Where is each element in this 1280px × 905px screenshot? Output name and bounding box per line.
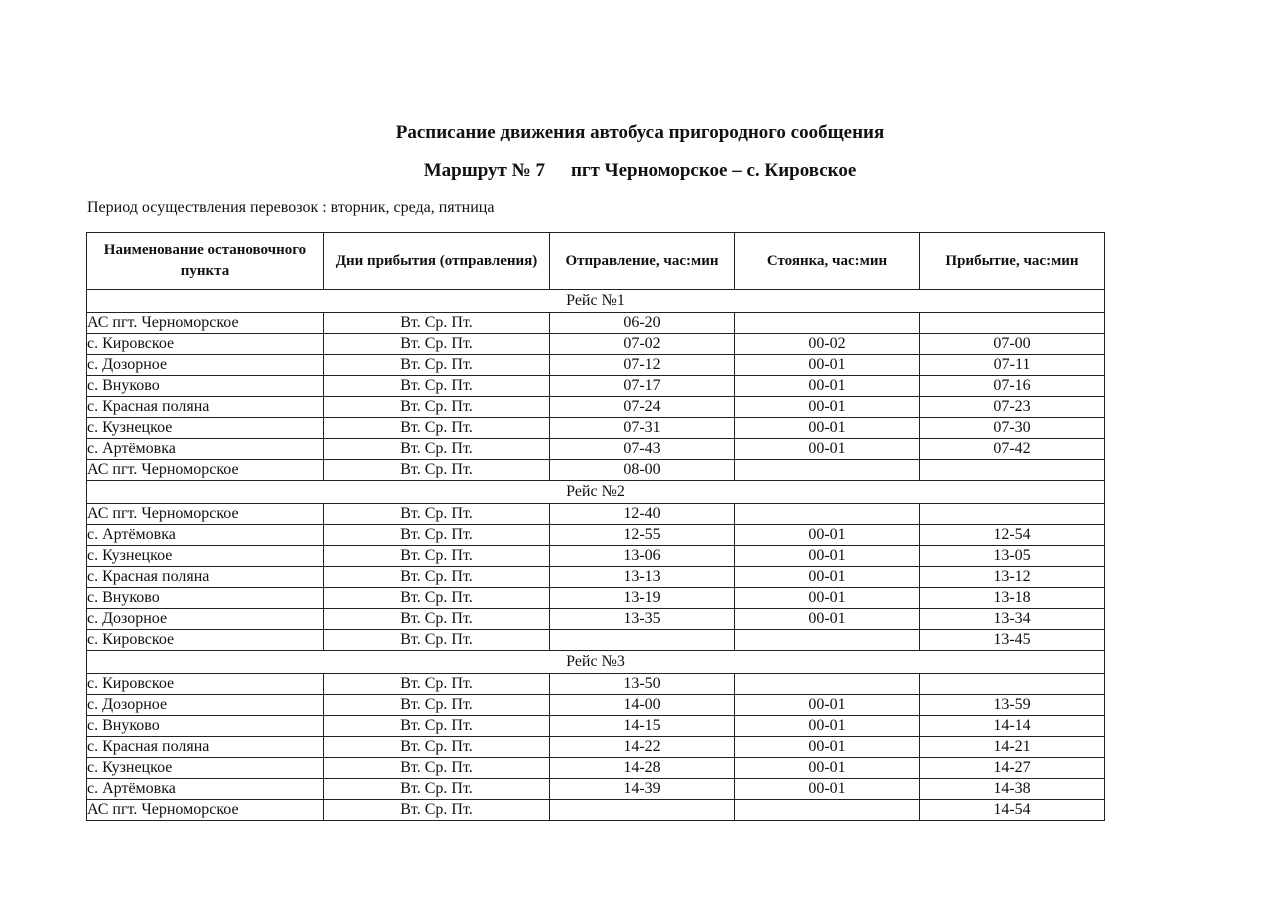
stop-name: с. Внуково [87, 376, 324, 397]
table-row [87, 779, 1105, 800]
header-stop: Наименование остановочного пункта [87, 233, 324, 290]
header-row [87, 233, 1105, 290]
stay-time: 00-01 [735, 546, 920, 567]
departure-time: 14-28 [550, 758, 735, 779]
arrival-time: 13-12 [920, 567, 1105, 588]
days: Вт. Ср. Пт. [324, 567, 550, 588]
departure-time: 07-31 [550, 418, 735, 439]
days: Вт. Ср. Пт. [324, 418, 550, 439]
days: Вт. Ср. Пт. [324, 716, 550, 737]
table-row [87, 800, 1105, 821]
header-departure: Отправление, час:мин [550, 233, 735, 290]
arrival-time: 07-11 [920, 355, 1105, 376]
arrival-time: 13-05 [920, 546, 1105, 567]
arrival-time: 07-42 [920, 439, 1105, 460]
stay-time: 00-01 [735, 779, 920, 800]
days: Вт. Ср. Пт. [324, 695, 550, 716]
trip-header-row [87, 651, 1105, 674]
days: Вт. Ср. Пт. [324, 758, 550, 779]
departure-time: 14-00 [550, 695, 735, 716]
stay-time: 00-01 [735, 716, 920, 737]
table-row [87, 609, 1105, 630]
arrival-time: 12-54 [920, 525, 1105, 546]
table-row [87, 313, 1105, 334]
stop-name: с. Кировское [87, 630, 324, 651]
days: Вт. Ср. Пт. [324, 397, 550, 418]
departure-time: 14-22 [550, 737, 735, 758]
stay-time [735, 630, 920, 651]
arrival-time: 07-30 [920, 418, 1105, 439]
stay-time: 00-01 [735, 376, 920, 397]
days: Вт. Ср. Пт. [324, 800, 550, 821]
stay-time: 00-01 [735, 397, 920, 418]
table-row [87, 355, 1105, 376]
table-row [87, 376, 1105, 397]
stop-name: с. Дозорное [87, 355, 324, 376]
stay-time [735, 674, 920, 695]
trip-header-row [87, 290, 1105, 313]
schedule-table [86, 232, 1105, 821]
stay-time: 00-02 [735, 334, 920, 355]
stop-name: с. Артёмовка [87, 525, 324, 546]
stop-name: АС пгт. Черноморское [87, 313, 324, 334]
arrival-time [920, 313, 1105, 334]
stop-name: с. Дозорное [87, 609, 324, 630]
days: Вт. Ср. Пт. [324, 588, 550, 609]
stay-time: 00-01 [735, 737, 920, 758]
arrival-time: 07-00 [920, 334, 1105, 355]
departure-time: 12-55 [550, 525, 735, 546]
stop-name: с. Кировское [87, 334, 324, 355]
arrival-time: 07-23 [920, 397, 1105, 418]
departure-time: 14-39 [550, 779, 735, 800]
arrival-time: 14-21 [920, 737, 1105, 758]
schedule-body [87, 290, 1105, 821]
stop-name: с. Красная поляна [87, 737, 324, 758]
stay-time: 00-01 [735, 695, 920, 716]
days: Вт. Ср. Пт. [324, 546, 550, 567]
arrival-time: 13-45 [920, 630, 1105, 651]
days: Вт. Ср. Пт. [324, 355, 550, 376]
route-heading [0, 160, 1280, 182]
stop-name: с. Красная поляна [87, 567, 324, 588]
departure-time [550, 800, 735, 821]
arrival-time: 13-18 [920, 588, 1105, 609]
stay-time [735, 313, 920, 334]
days: Вт. Ср. Пт. [324, 439, 550, 460]
days: Вт. Ср. Пт. [324, 779, 550, 800]
departure-time: 07-17 [550, 376, 735, 397]
table-row [87, 567, 1105, 588]
header-arrival: Прибытие, час:мин [920, 233, 1105, 290]
departure-time: 07-12 [550, 355, 735, 376]
document-title: Расписание движения автобуса пригородного сообщения [395, 122, 885, 143]
header-days: Дни прибытия (отправления) [324, 233, 550, 290]
arrival-time: 07-16 [920, 376, 1105, 397]
departure-time: 13-50 [550, 674, 735, 695]
stop-name: с. Кузнецкое [87, 418, 324, 439]
arrival-time [920, 674, 1105, 695]
stop-name: с. Красная поляна [87, 397, 324, 418]
departure-time: 13-19 [550, 588, 735, 609]
departure-time [550, 630, 735, 651]
stay-time [735, 460, 920, 481]
table-row [87, 418, 1105, 439]
arrival-time: 13-59 [920, 695, 1105, 716]
trip-name: Рейс №2 [87, 481, 1105, 504]
table-row [87, 674, 1105, 695]
table-row [87, 758, 1105, 779]
arrival-time: 14-14 [920, 716, 1105, 737]
stop-name: АС пгт. Черноморское [87, 504, 324, 525]
days: Вт. Ср. Пт. [324, 674, 550, 695]
stay-time: 00-01 [735, 758, 920, 779]
days: Вт. Ср. Пт. [324, 737, 550, 758]
departure-time: 12-40 [550, 504, 735, 525]
departure-time: 13-13 [550, 567, 735, 588]
stay-time: 00-01 [735, 525, 920, 546]
days: Вт. Ср. Пт. [324, 334, 550, 355]
stay-time: 00-01 [735, 418, 920, 439]
stop-name: АС пгт. Черноморское [87, 460, 324, 481]
table-row [87, 397, 1105, 418]
stay-time [735, 800, 920, 821]
departure-time: 08-00 [550, 460, 735, 481]
stop-name: АС пгт. Черноморское [87, 800, 324, 821]
table-row [87, 439, 1105, 460]
stay-time [735, 504, 920, 525]
stop-name: с. Артёмовка [87, 439, 324, 460]
arrival-time: 14-54 [920, 800, 1105, 821]
stay-time: 00-01 [735, 567, 920, 588]
arrival-time: 13-34 [920, 609, 1105, 630]
table-row [87, 504, 1105, 525]
table-row [87, 695, 1105, 716]
days: Вт. Ср. Пт. [324, 313, 550, 334]
trip-name: Рейс №3 [87, 651, 1105, 674]
stay-time: 00-01 [735, 588, 920, 609]
days: Вт. Ср. Пт. [324, 609, 550, 630]
table-row [87, 737, 1105, 758]
table-row [87, 525, 1105, 546]
route-name: пгт Черноморское – с. Кировское [570, 160, 857, 181]
table-row [87, 588, 1105, 609]
stop-name: с. Кузнецкое [87, 546, 324, 567]
trip-header-row [87, 481, 1105, 504]
arrival-time: 14-27 [920, 758, 1105, 779]
arrival-time: 14-38 [920, 779, 1105, 800]
days: Вт. Ср. Пт. [324, 376, 550, 397]
arrival-time [920, 504, 1105, 525]
departure-time: 13-35 [550, 609, 735, 630]
days: Вт. Ср. Пт. [324, 504, 550, 525]
table-row [87, 334, 1105, 355]
stop-name: с. Внуково [87, 716, 324, 737]
arrival-time [920, 460, 1105, 481]
stay-time: 00-01 [735, 609, 920, 630]
route-label: Маршрут № 7 [423, 160, 545, 181]
departure-time: 14-15 [550, 716, 735, 737]
stay-time: 00-01 [735, 439, 920, 460]
stop-name: с. Дозорное [87, 695, 324, 716]
days: Вт. Ср. Пт. [324, 630, 550, 651]
table-row [87, 630, 1105, 651]
departure-time: 07-02 [550, 334, 735, 355]
period-text: Период осуществления перевозок : вторник, среда, пятница [87, 199, 495, 216]
departure-time: 07-43 [550, 439, 735, 460]
table-row [87, 460, 1105, 481]
stop-name: с. Кузнецкое [87, 758, 324, 779]
departure-time: 06-20 [550, 313, 735, 334]
departure-time: 13-06 [550, 546, 735, 567]
days: Вт. Ср. Пт. [324, 460, 550, 481]
table-row [87, 716, 1105, 737]
stop-name: с. Артёмовка [87, 779, 324, 800]
departure-time: 07-24 [550, 397, 735, 418]
trip-name: Рейс №1 [87, 290, 1105, 313]
stay-time: 00-01 [735, 355, 920, 376]
stop-name: с. Внуково [87, 588, 324, 609]
stop-name: с. Кировское [87, 674, 324, 695]
table-row [87, 546, 1105, 567]
header-stay: Стоянка, час:мин [735, 233, 920, 290]
days: Вт. Ср. Пт. [324, 525, 550, 546]
